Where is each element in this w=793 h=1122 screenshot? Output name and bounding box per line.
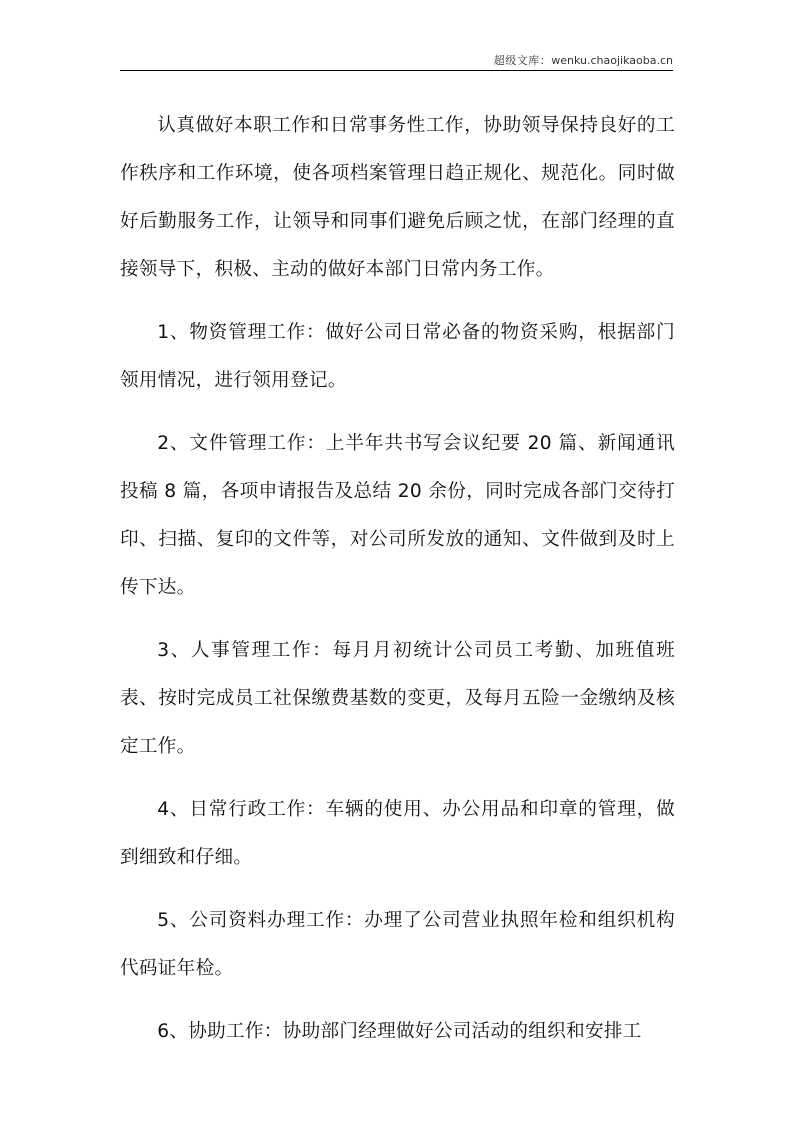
item-assistance-work: 6、协助工作：协助部门经理做好公司活动的组织和安排工	[157, 1021, 642, 1042]
page-header	[120, 50, 673, 71]
header-site: wenku.chaojikaoba.cn	[551, 54, 673, 67]
item-daily-administration: 4、日常行政工作：车辆的使用、办公用品和印章的管理，做到细致和仔细。	[120, 799, 675, 868]
item-personnel-management: 3、人事管理工作：每月月初统计公司员工考勤、加班值班表、按时完成员工社保缴费基数的变更，及每月五险一金缴纳及核定工作。	[120, 640, 675, 757]
intro-paragraph: 认真做好本职工作和日常事务性工作，协助领导保持良好的工作秩序和工作环境，使各项档案管理日趋正规化、规范化。同时做好后勤服务工作，让领导和同事们避免后顾之忧，在部门经理的直接领导下，积极、主动的做好本部门日常内务工作。	[120, 115, 675, 280]
item-materials-management: 1、物资管理工作：做好公司日常必备的物资采购，根据部门领用情况，进行领用登记。	[120, 322, 675, 391]
item-company-documents: 5、公司资料办理工作：办理了公司营业执照年检和组织机构代码证年检。	[120, 910, 675, 979]
document-body	[120, 102, 675, 1071]
item-document-management: 2、文件管理工作：上半年共书写会议纪要 20 篇、新闻通讯投稿 8 篇，各项申请报告及总结 20 余份，同时完成各部门交待打印、扫描、复印的文件等，对公司所发放的通知、文件做到及时上传下达。	[120, 433, 675, 598]
header-label: 超级文库：	[493, 54, 552, 67]
header-source	[494, 52, 673, 68]
